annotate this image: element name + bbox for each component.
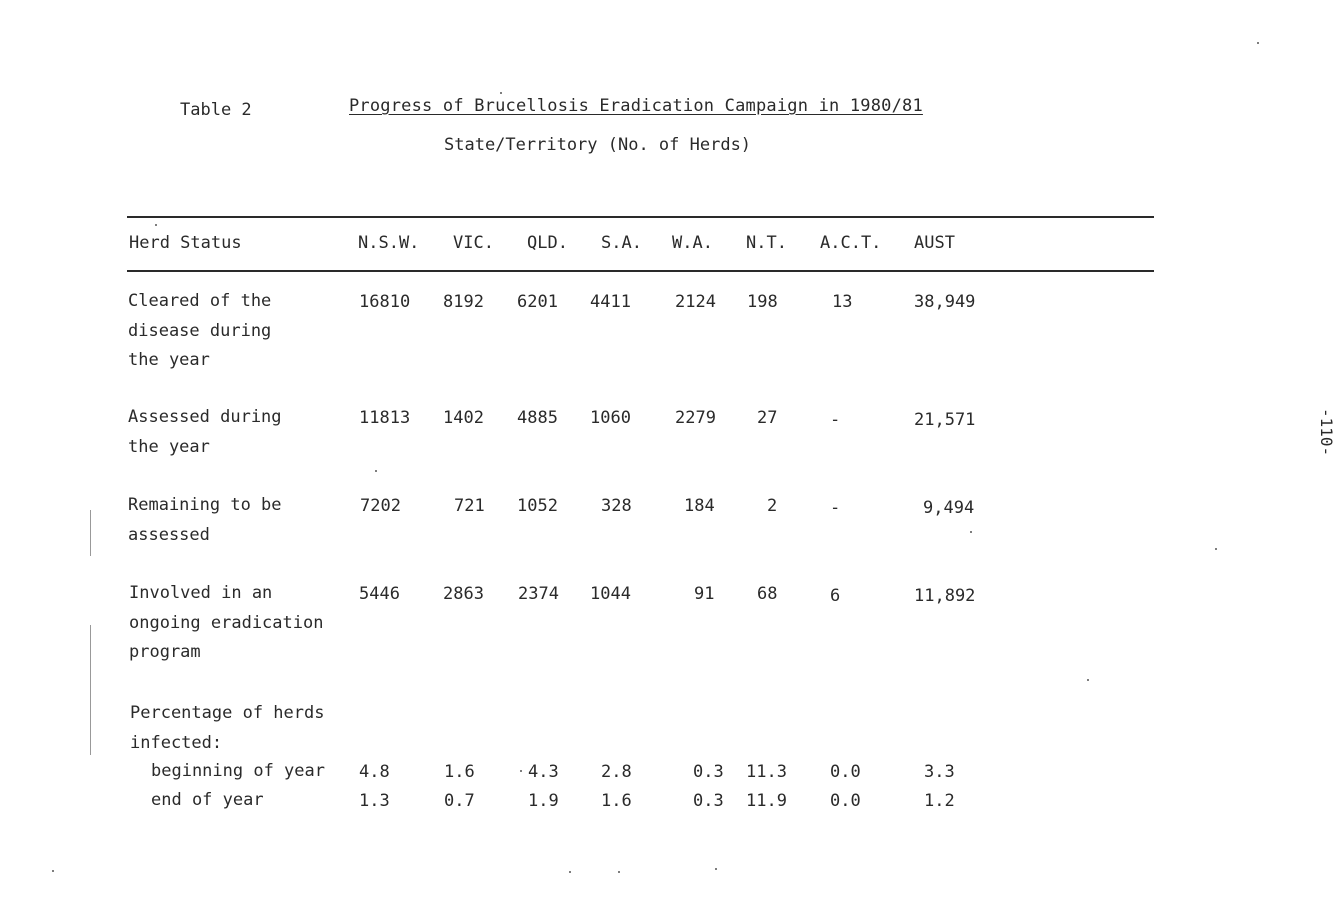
cell-wa: 0.3	[693, 762, 724, 782]
table-subtitle: State/Territory (No. of Herds)	[444, 135, 752, 155]
column-header-qld: QLD.	[527, 233, 568, 253]
cell-wa: 184	[684, 496, 715, 516]
table-title: Progress of Brucellosis Eradication Campaign in 1980/81	[349, 96, 923, 116]
cell-vic: 0.7	[444, 791, 475, 811]
column-header-nsw: N.S.W.	[358, 233, 420, 253]
cell-aust: 11,892	[914, 586, 976, 606]
row-label-remaining: Remaining to be assessed	[128, 495, 282, 545]
cell-vic: 1402	[443, 408, 484, 428]
column-header-vic: VIC.	[453, 233, 494, 253]
table-top-rule	[127, 216, 1154, 218]
subrow-label-beginning: beginning of year	[151, 761, 325, 781]
cell-aust: 38,949	[914, 292, 976, 312]
cell-qld: 1052	[517, 496, 558, 516]
speck	[155, 224, 157, 226]
row-label-percentage: Percentage of herds infected:	[130, 703, 325, 753]
cell-sa: 1.6	[601, 791, 632, 811]
speck	[569, 871, 571, 873]
column-header-aust: AUST	[914, 233, 955, 253]
cell-wa: 91	[694, 584, 715, 604]
scan-edge-mark	[90, 625, 91, 755]
speck	[52, 870, 54, 872]
cell-act: 0.0	[830, 762, 861, 782]
speck	[618, 871, 620, 873]
table-label: Table 2	[180, 100, 252, 120]
cell-nt: 2	[767, 496, 778, 516]
speck	[715, 868, 717, 870]
cell-wa: 0.3	[693, 791, 724, 811]
cell-aust: 1.2	[924, 791, 955, 811]
cell-nsw: 7202	[360, 496, 401, 516]
cell-vic: 721	[454, 496, 485, 516]
cell-vic: 2863	[443, 584, 484, 604]
cell-nsw: 11813	[359, 408, 411, 428]
cell-vic: 1.6	[444, 762, 475, 782]
speck	[970, 531, 972, 533]
cell-vic: 8192	[443, 292, 484, 312]
cell-aust: 3.3	[924, 762, 955, 782]
cell-act: 0.0	[830, 791, 861, 811]
cell-nsw: 4.8	[359, 762, 390, 782]
cell-qld: 2374	[518, 584, 559, 604]
column-header-wa: W.A.	[672, 233, 713, 253]
cell-qld: 4.3	[528, 762, 559, 782]
row-label-involved: Involved in an ongoing eradication program	[129, 583, 324, 662]
cell-nt: 198	[747, 292, 778, 312]
cell-nt: 68	[757, 584, 778, 604]
cell-nt: 27	[757, 408, 778, 428]
row-label-cleared: Cleared of the disease during the year	[128, 291, 272, 370]
row-label-assessed: Assessed during the year	[128, 407, 282, 457]
cell-act: 6	[830, 586, 841, 606]
column-header-nt: N.T.	[746, 233, 787, 253]
cell-act: -	[830, 410, 841, 430]
cell-nsw: 1.3	[359, 791, 390, 811]
speck	[375, 470, 377, 472]
cell-qld: 6201	[517, 292, 558, 312]
cell-nt: 11.9	[746, 791, 787, 811]
cell-nsw: 16810	[359, 292, 411, 312]
cell-sa: 2.8	[601, 762, 632, 782]
cell-qld: 4885	[517, 408, 558, 428]
cell-sa: 328	[601, 496, 632, 516]
cell-nt: 11.3	[746, 762, 787, 782]
speck	[500, 92, 502, 94]
column-header-act: A.C.T.	[820, 233, 882, 253]
cell-act: -	[830, 498, 841, 518]
cell-aust: 9,494	[923, 498, 975, 518]
cell-qld: 1.9	[528, 791, 559, 811]
speck	[1087, 679, 1089, 681]
cell-aust: 21,571	[914, 410, 976, 430]
cell-sa: 1060	[590, 408, 631, 428]
scan-edge-mark	[90, 510, 91, 556]
cell-act: 13	[832, 292, 853, 312]
table-header-rule	[127, 270, 1154, 272]
speck	[1257, 42, 1259, 44]
subrow-label-end: end of year	[151, 790, 264, 810]
speck	[520, 770, 522, 772]
column-header-sa: S.A.	[601, 233, 642, 253]
column-header-herd-status: Herd Status	[129, 233, 242, 253]
page-number: -110-	[1317, 407, 1336, 457]
cell-nsw: 5446	[359, 584, 400, 604]
cell-wa: 2124	[675, 292, 716, 312]
cell-sa: 4411	[590, 292, 631, 312]
cell-wa: 2279	[675, 408, 716, 428]
cell-sa: 1044	[590, 584, 631, 604]
speck	[1215, 548, 1217, 550]
